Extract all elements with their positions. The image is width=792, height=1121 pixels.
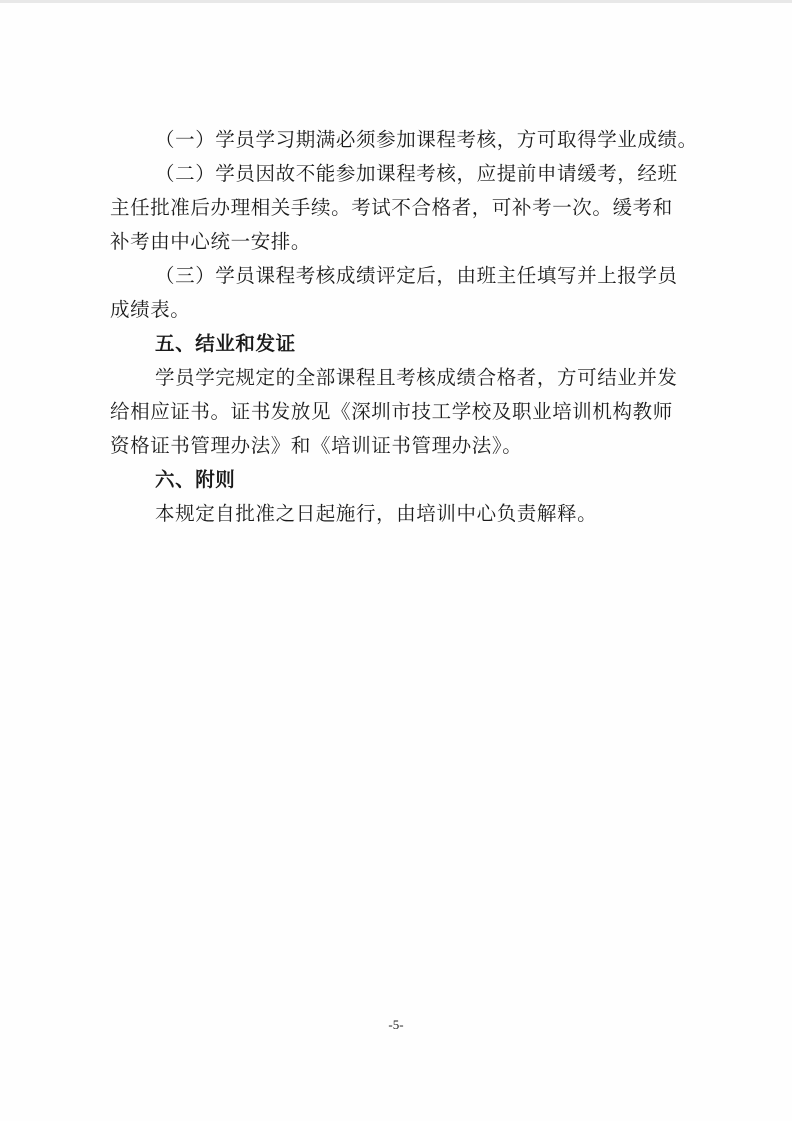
text-line: 成绩表。: [110, 298, 191, 321]
section-graduation-certificates: [110, 327, 696, 463]
page-number: -5-: [388, 1017, 404, 1032]
text-line: 学员学完规定的全部课程且考核成绩合格者，方可结业并发: [155, 366, 678, 389]
section-heading: 六、附则: [155, 468, 236, 491]
text-line: 本规定自批准之日起施行，由培训中心负责解释。: [155, 502, 598, 525]
text-line: 补考由中心统一安排。: [110, 230, 312, 253]
text-line: 资格证书管理办法》和《培训证书管理办法》。: [110, 434, 523, 457]
document-body: [110, 123, 696, 531]
text-line: （一）学员学习期满必须参加课程考核，方可取得学业成绩。: [155, 128, 698, 151]
section-supplementary-provisions: [110, 463, 696, 531]
scan-top-edge: [0, 0, 792, 3]
text-line: （三）学员课程考核成绩评定后，由班主任填写并上报学员: [155, 264, 678, 287]
text-line: （二）学员因故不能参加课程考核，应提前申请缓考，经班: [155, 162, 678, 185]
paragraph-deferred-exam: [110, 157, 696, 259]
text-line: 给相应证书。证书发放见《深圳市技工学校及职业培训机构教师: [110, 400, 673, 423]
paragraph-grade-reporting: [110, 259, 696, 327]
paragraph-exam-completion: [110, 123, 696, 157]
section-heading: 五、结业和发证: [155, 332, 296, 355]
text-line: 主任批准后办理相关手续。考试不合格者，可补考一次。缓考和: [110, 196, 673, 219]
